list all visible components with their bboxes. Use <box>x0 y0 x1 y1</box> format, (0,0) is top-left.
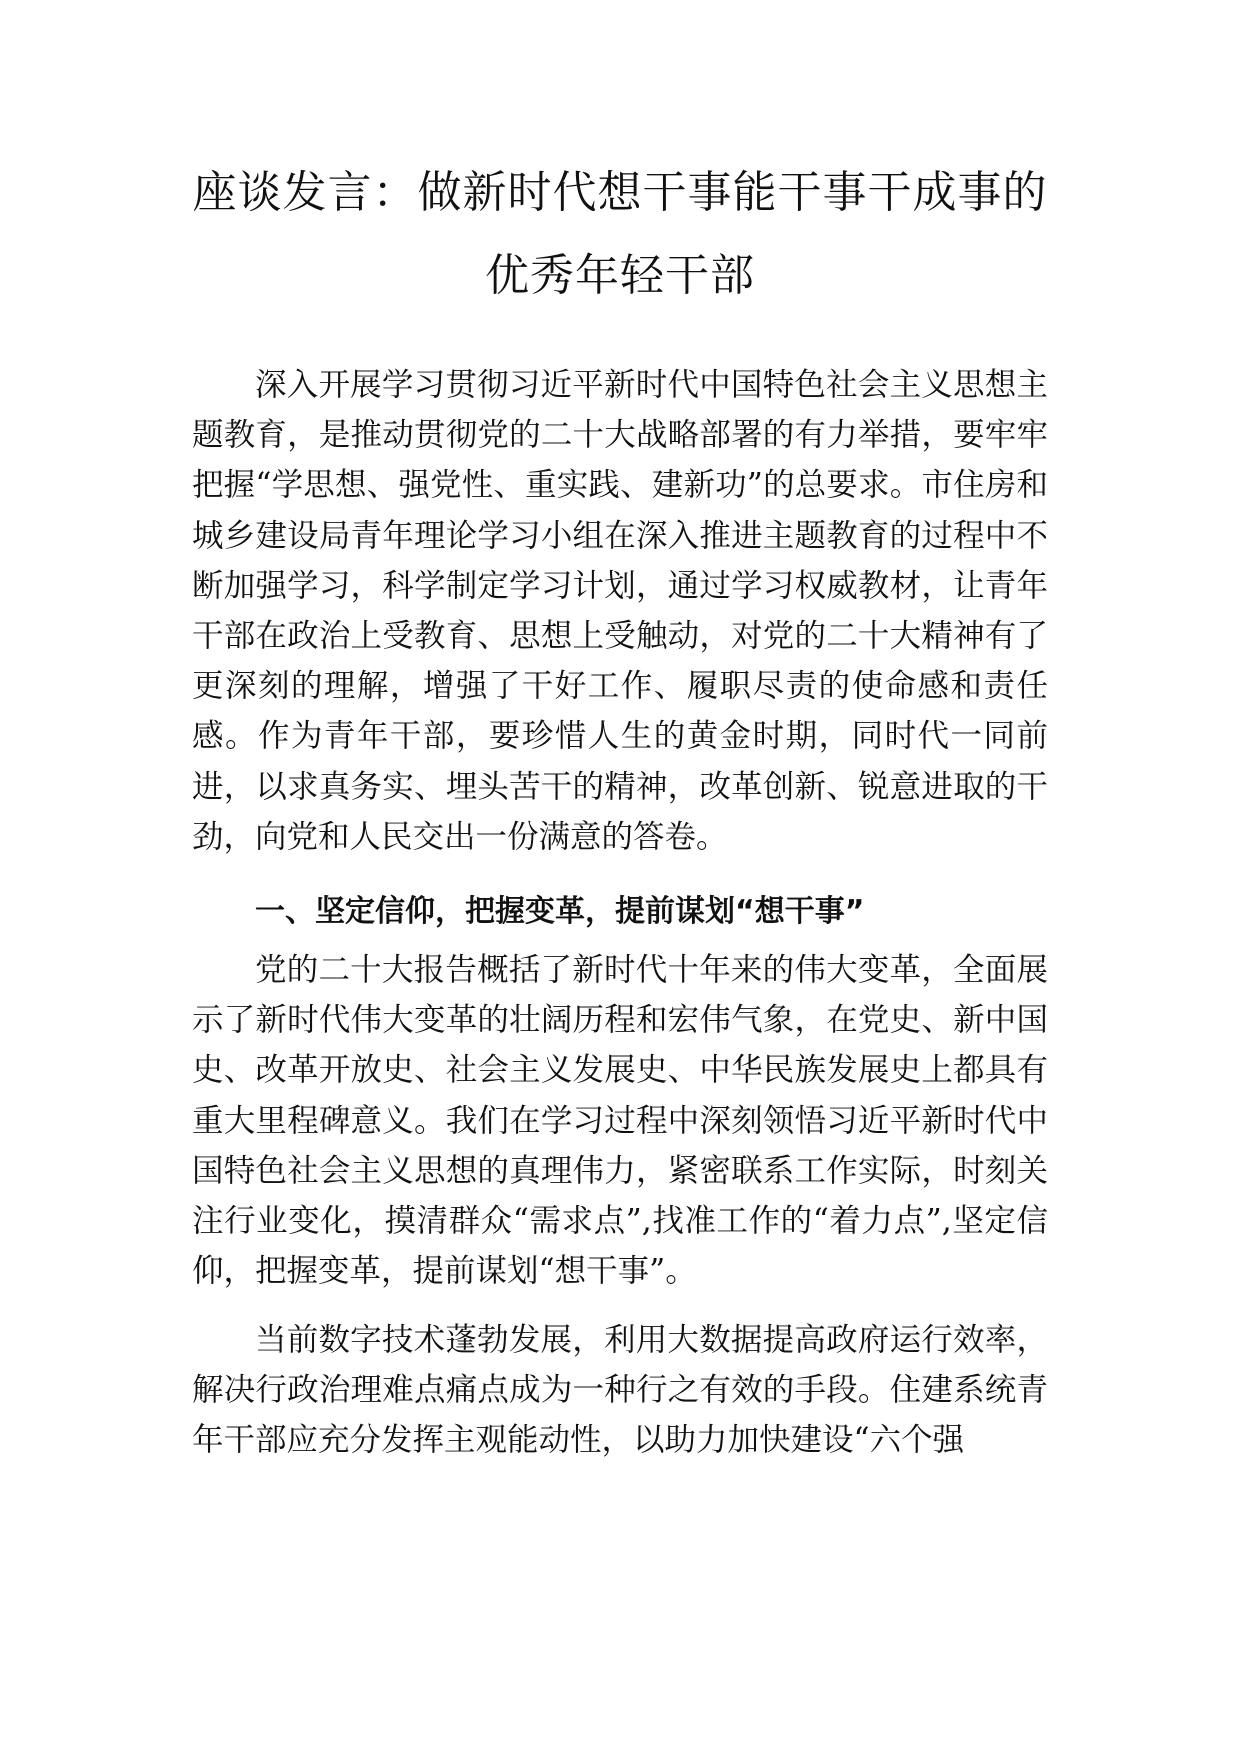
body-paragraph-section1: 党的二十大报告概括了新时代十年来的伟大变革，全面展示了新时代伟大变革的壮阔历程和宏伟气象，在党史、新中国史、改革开放史、社会主义发展史、中华民族发展史上都具有重大里程碑意义。我们在学习过程中深刻领悟习近平新时代中国特色社会主义思想的真理伟力，紧密联系工作实际，时刻关注行业变化，摸清群众“需求点”,找准工作的“着力点”,坚定信仰，把握变革，提前谋划“想干事”。 <box>192 952 1048 1290</box>
body-paragraph-intro: 深入开展学习贯彻习近平新时代中国特色社会主义思想主题教育，是推动贯彻党的二十大战略部署的有力举措，要牢牢把握“学思想、强党性、重实践、建新功”的总要求。市住房和城乡建设局青年理论学习小组在深入推进主题教育的过程中不断加强学习，科学制定学习计划，通过学习权威教材，让青年干部在政治上受教育、思想上受触动，对党的二十大精神有了更深刻的理解，增强了干好工作、履职尽责的使命感和责任感。作为青年干部，要珍惜人生的黄金时期，同时代一同前进，以求真务实、埋头苦干的精神，改革创新、锐意进取的干劲，向党和人民交出一份满意的答卷。 <box>192 367 1048 855</box>
document-title-line-1: 座谈发言：做新时代想干事能干事干成事的 <box>192 167 1048 218</box>
section-heading-1: 一、坚定信仰，把握变革，提前谋划“想干事” <box>255 894 865 929</box>
body-paragraph-section1-continued: 当前数字技术蓬勃发展，利用大数据提高政府运行效率，解决行政治理难点痛点成为一种行之有效的手段。住建系统青年干部应充分发挥主观能动性，以助力加快建设“六个强 <box>192 1322 1048 1459</box>
document-title-line-2: 优秀年轻干部 <box>485 250 755 301</box>
